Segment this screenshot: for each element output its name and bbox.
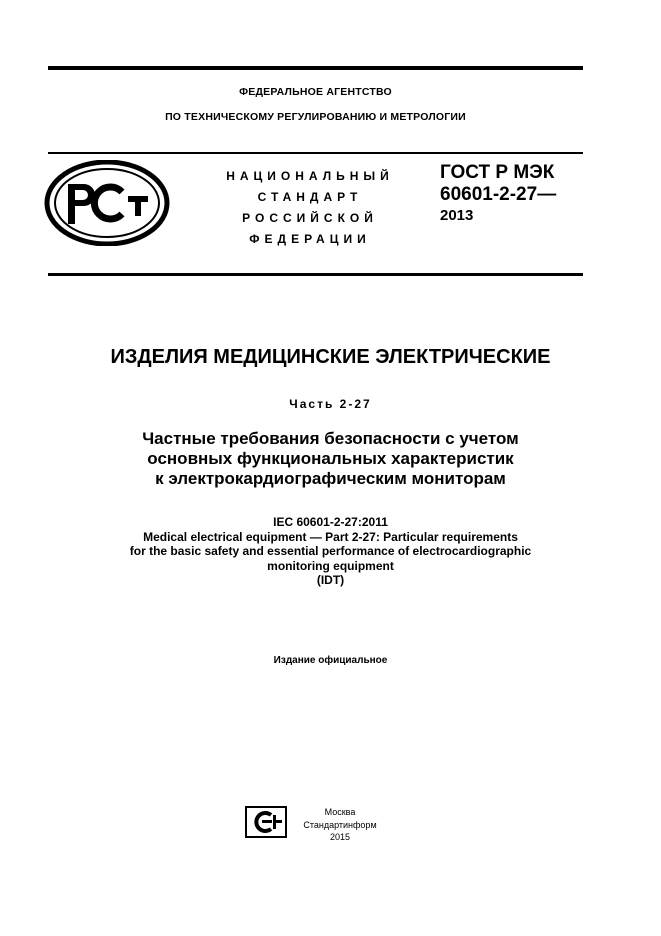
subtitle-line-1: Частные требования безопасности с учетом <box>142 429 519 448</box>
standartinform-logo-icon <box>245 806 287 838</box>
edition-label: Издание официальное <box>273 655 388 666</box>
international-standard-reference <box>30 515 631 588</box>
iec-line-5: (IDT) <box>316 573 345 587</box>
national-standard-label <box>190 166 430 250</box>
rst-certification-mark-icon <box>44 160 170 246</box>
standard-type-line-4: ФЕДЕРАЦИИ <box>249 232 371 246</box>
standard-type-line-1: НАЦИОНАЛЬНЫЙ <box>226 169 394 183</box>
publisher-imprint <box>300 806 380 844</box>
standard-type-line-2: СТАНДАРТ <box>257 190 363 204</box>
iec-line-1: IEC 60601-2-27:2011 <box>273 515 388 529</box>
subtitle-line-2: основных функциональных характеристик <box>147 449 514 468</box>
subtitle-line-3: к электрокардиографическим мониторам <box>155 469 506 488</box>
standard-designation <box>440 162 556 226</box>
designation-line-2: 60601-2-27— <box>440 184 557 205</box>
standard-type-line-3: РОССИЙСКОЙ <box>242 211 378 225</box>
publisher-city: Москва <box>324 807 356 817</box>
designation-line-3: 2013 <box>440 207 474 224</box>
designation-line-1: ГОСТ Р МЭК <box>440 162 555 183</box>
publisher-year: 2015 <box>329 832 351 842</box>
iec-line-2: Medical electrical equipment — Part 2-27: Particular requirements <box>143 529 518 544</box>
middle-rule <box>48 152 583 154</box>
lower-rule <box>48 273 583 276</box>
top-rule <box>48 66 583 70</box>
publisher-name: Стандартинформ <box>303 819 377 830</box>
part-number: Часть 2-27 <box>289 397 372 411</box>
agency-line-2: ПО ТЕХНИЧЕСКОМУ РЕГУЛИРОВАНИЮ И МЕТРОЛОГИИ <box>165 111 466 123</box>
document-subtitle <box>30 429 631 489</box>
iec-line-4: monitoring equipment <box>267 558 394 573</box>
iec-line-3: for the basic safety and essential performance of electrocardiographic <box>129 544 532 558</box>
document-title: ИЗДЕЛИЯ МЕДИЦИНСКИЕ ЭЛЕКТРИЧЕСКИЕ <box>110 346 551 368</box>
agency-line-1: ФЕДЕРАЛЬНОЕ АГЕНТСТВО <box>239 86 392 98</box>
